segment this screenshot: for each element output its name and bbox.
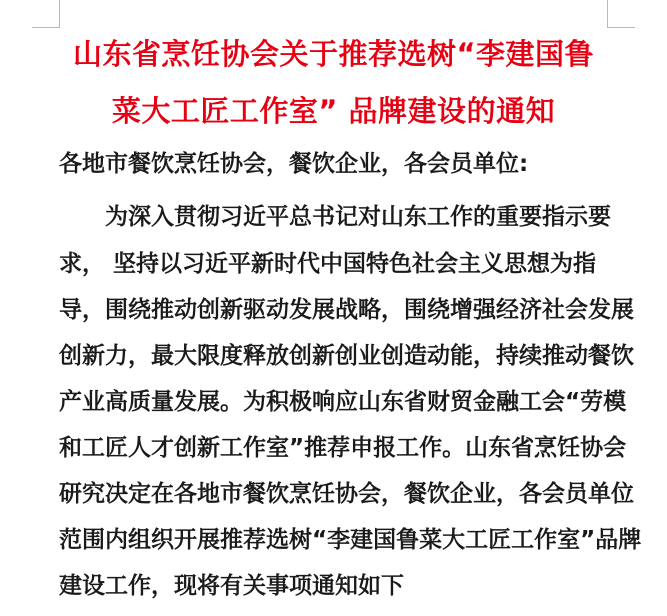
crop-mark-top-right-vertical xyxy=(607,0,608,27)
body-paragraph-line-2: 求， 坚持以习近平新时代中国特色社会主义思想为指 xyxy=(59,251,597,277)
body-paragraph-line-6: 和工匠人才创新工作室”推荐申报工作。山东省烹饪协会 xyxy=(59,435,627,461)
crop-mark-top-right-horizontal xyxy=(607,27,635,28)
body-paragraph-line-7: 研究决定在各地市餐饮烹饪协会，餐饮企业，各会员单位 xyxy=(59,481,634,507)
body-paragraph-line-5: 产业高质量发展。为积极响应山东省财贸金融工会“劳模 xyxy=(59,389,627,415)
body-paragraph-line-4: 创新力，最大限度释放创新创业创造动能，持续推动餐饮 xyxy=(59,343,634,369)
salutation: 各地市餐饮烹饪协会，餐饮企业，各会员单位: xyxy=(59,151,529,177)
document-title-line-1: 山东省烹饪协会关于推荐选树“李建国鲁 xyxy=(72,37,595,71)
crop-mark-top-left-vertical xyxy=(59,0,60,27)
document-title-line-2: 菜大工匠工作室” 品牌建设的通知 xyxy=(111,94,556,128)
body-paragraph-line-1: 为深入贯彻习近平总书记对山东工作的重要指示要 xyxy=(105,204,611,230)
body-paragraph-line-8: 范围内组织开展推荐选树“李建国鲁菜大工匠工作室”品牌 xyxy=(59,527,642,553)
body-paragraph-line-9: 建设工作，现将有关事项通知如下 xyxy=(59,573,404,599)
crop-mark-top-left-horizontal xyxy=(32,27,60,28)
body-paragraph-line-3: 导，围绕推动创新驱动发展战略，围绕增强经济社会发展 xyxy=(59,297,634,323)
